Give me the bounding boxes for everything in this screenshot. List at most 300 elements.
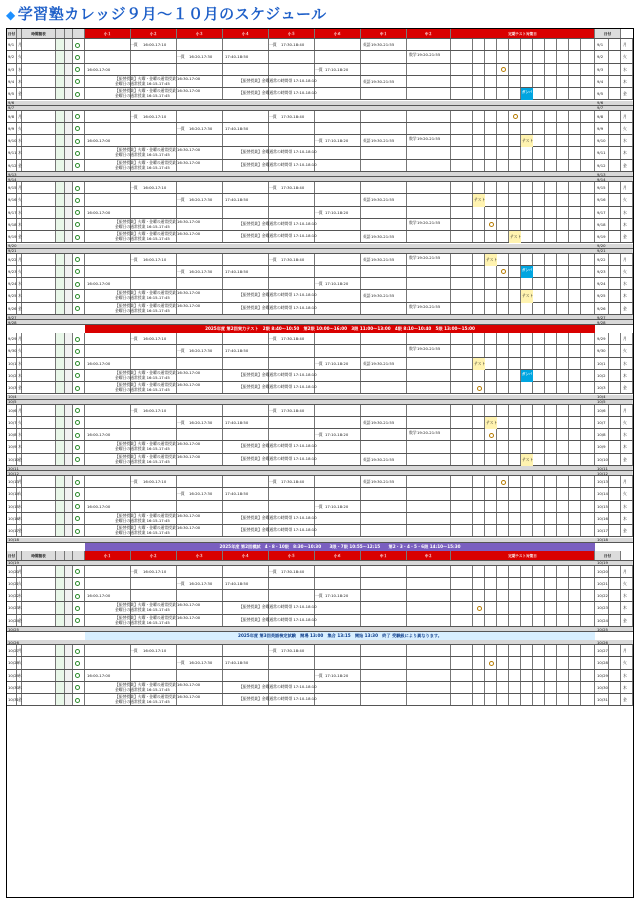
grid-cell (473, 682, 485, 693)
row-weekday-right: 木 (623, 221, 627, 227)
row-date: 10/3 (8, 385, 17, 391)
row-date: 10/20 (8, 568, 19, 574)
grid-cell (131, 51, 177, 62)
grid-cell (509, 429, 521, 440)
grid-cell (22, 657, 56, 668)
grid-cell (569, 111, 581, 122)
subject-label: 数学 (409, 430, 417, 436)
schedule-row (7, 194, 633, 206)
status-circle (75, 43, 80, 48)
grid-cell (497, 182, 509, 193)
grid-cell (361, 207, 407, 218)
row-weekday-right: 水 (623, 360, 627, 366)
grid-cell (473, 219, 485, 230)
row-date-right: 9/9 (597, 125, 604, 131)
schedule-row (7, 645, 633, 657)
subject-label: 数学 (409, 136, 417, 142)
grid-cell (473, 405, 485, 416)
grid-cell (85, 405, 131, 416)
grid-cell (509, 441, 521, 452)
special-note: 【振替授業】金曜通常の時間帯 17:10-18:10 (239, 233, 317, 239)
grid-cell (269, 207, 315, 218)
grid-cell (361, 488, 407, 499)
lesson-time: 19:30-21:55 (371, 197, 395, 203)
grid-cell (56, 254, 65, 265)
lesson-time: 19:30-21:55 (371, 78, 395, 84)
grid-cell (85, 254, 131, 265)
grid-cell (509, 290, 521, 301)
row-date-right: 9/16 (597, 197, 606, 203)
divider-date: 10/26 (8, 639, 19, 645)
grid-cell (581, 488, 595, 499)
grid-cell (485, 645, 497, 656)
lesson-label: 一貫 (269, 568, 277, 574)
grid-cell (581, 160, 595, 171)
row-date-right: 9/4 (597, 78, 604, 84)
grid-cell (451, 645, 473, 656)
grid-cell (497, 590, 509, 601)
grid-cell (533, 88, 545, 99)
grid-cell (315, 578, 361, 589)
grid-cell (361, 670, 407, 681)
grid-cell (545, 290, 557, 301)
grid-cell (509, 182, 521, 193)
lesson-label: 一貫 (315, 138, 323, 144)
grid-cell (497, 333, 509, 344)
grid-cell (131, 429, 177, 440)
grid-cell (407, 160, 451, 171)
grid-cell (557, 476, 569, 487)
row-date-right: 10/22 (597, 593, 608, 599)
row-date-right: 10/3 (597, 385, 606, 391)
grid-cell (497, 454, 509, 465)
grid-cell (521, 147, 533, 158)
row-weekday: 木 (18, 444, 22, 450)
grid-cell (451, 207, 473, 218)
grid-cell (56, 39, 65, 50)
makeup-note: 【振替授業】火曜・金曜の通常授業 16:30-17:00 (115, 382, 201, 388)
row-weekday: 水 (18, 432, 22, 438)
grid-cell (65, 76, 73, 87)
row-weekday-right: 木 (623, 684, 627, 690)
grid-cell (407, 182, 451, 193)
grid-cell (533, 476, 545, 487)
grid-cell (609, 290, 621, 301)
lesson-time: 19:30-21:55 (371, 234, 395, 240)
grid-cell (56, 645, 65, 656)
grid-cell (22, 219, 56, 230)
row-weekday: 月 (18, 479, 22, 484)
grid-cell (569, 476, 581, 487)
grid-cell (545, 682, 557, 693)
row-date: 9/1 (8, 42, 15, 47)
grid-cell (451, 602, 473, 613)
grid-cell (407, 207, 451, 218)
schedule-row (7, 333, 633, 345)
schedule-row (7, 513, 633, 525)
row-weekday: 火 (18, 125, 22, 131)
grid-cell (65, 266, 73, 277)
divider-date: 9/21 (8, 248, 17, 253)
grid-cell (177, 207, 223, 218)
grid-cell (315, 266, 361, 277)
grid-cell (131, 657, 177, 668)
grid-cell (361, 160, 407, 171)
lesson-label: 一貫 (269, 648, 277, 653)
grid-cell (521, 513, 533, 524)
grid-cell (557, 657, 569, 668)
grid-cell (521, 358, 533, 369)
grid-cell (56, 231, 65, 242)
grid-cell (497, 219, 509, 230)
grid-cell (85, 194, 131, 205)
grid-cell (557, 207, 569, 218)
grid-cell (533, 602, 545, 613)
grid-cell (361, 682, 407, 693)
grid-cell (269, 657, 315, 668)
lesson-time: 17:30-18:40 (281, 113, 305, 119)
grid-cell (581, 39, 595, 50)
grid-cell (85, 182, 131, 193)
lesson-time: 16:00-17:00 (87, 503, 111, 509)
grid-cell (451, 333, 473, 344)
grid-cell (407, 39, 451, 50)
grid-cell (177, 254, 223, 265)
row-date-right: 10/8 (597, 432, 606, 438)
grid-cell (609, 566, 621, 577)
grid-cell (557, 278, 569, 289)
lesson-time: 19:20-21:55 (417, 346, 441, 352)
grid-cell (509, 254, 521, 265)
lesson-label: 一貫 (177, 197, 185, 203)
grid-cell (557, 615, 569, 626)
header-period: 中２ (407, 551, 451, 560)
grid-cell (315, 345, 361, 356)
row-date-right: 9/18 (597, 221, 606, 227)
row-date: 9/22 (8, 256, 17, 262)
grid-cell (473, 182, 485, 193)
schedule-row (7, 454, 633, 466)
row-weekday: 金 (18, 456, 22, 462)
grid-cell (451, 278, 473, 289)
grid-cell (22, 231, 56, 242)
lesson-label: 一貫 (315, 432, 323, 438)
grid-cell (451, 147, 473, 158)
grid-cell (56, 345, 65, 356)
test-prep-cell (521, 135, 533, 147)
grid-cell (497, 488, 509, 499)
schedule-row (7, 135, 633, 147)
grid-cell (315, 513, 361, 524)
grid-cell (569, 578, 581, 589)
lesson-time: 19:30-21:55 (371, 256, 395, 262)
row-weekday: 火 (18, 419, 22, 425)
status-circle (75, 257, 80, 262)
divider-date: 9/13 (8, 171, 17, 177)
grid-cell (473, 39, 485, 50)
grid-cell (131, 670, 177, 681)
grid-cell (497, 76, 509, 87)
row-weekday: 月 (18, 185, 22, 190)
grid-cell (56, 566, 65, 577)
makeup-note: 【振替授業】火曜・金曜の通常授業 16:30-17:00 (115, 159, 201, 165)
grid-cell (485, 590, 497, 601)
grid-cell (545, 602, 557, 613)
grid-cell (56, 76, 65, 87)
grid-cell (56, 333, 65, 344)
grid-cell (65, 219, 73, 230)
grid-cell (85, 266, 131, 277)
grid-cell (407, 231, 451, 242)
grid-cell (485, 513, 497, 524)
row-date: 10/8 (8, 432, 17, 438)
makeup-note: 【振替授業】火曜・金曜の通常授業 16:30-17:00 (115, 218, 201, 224)
special-note: 【振替授業】金曜通常の時間帯 17:10-18:10 (239, 443, 317, 449)
grid-cell (177, 566, 223, 577)
header-cell (65, 29, 73, 38)
lesson-label: 一貫 (269, 336, 277, 341)
grid-cell (485, 231, 497, 242)
grid-cell (497, 513, 509, 524)
makeup-note: 金曜日の通常授業 16:15-17:45 (115, 93, 170, 99)
grid-cell (509, 147, 521, 158)
grid-cell (223, 429, 269, 440)
grid-cell (223, 670, 269, 681)
grid-cell (56, 290, 65, 301)
grid-cell (509, 358, 521, 369)
row-date-right: 10/30 (597, 684, 608, 690)
status-circle (75, 433, 80, 438)
schedule-row (7, 488, 633, 500)
grid-cell (56, 670, 65, 681)
grid-cell (56, 590, 65, 601)
grid-cell (407, 76, 451, 87)
grid-cell (557, 578, 569, 589)
row-date: 10/31 (8, 697, 19, 703)
grid-cell (521, 405, 533, 416)
grid-cell (509, 123, 521, 134)
grid-cell (22, 454, 56, 465)
grid-cell (361, 111, 407, 122)
lesson-time: 16:00-17:00 (87, 672, 111, 678)
grid-cell (509, 657, 521, 668)
grid-cell (85, 123, 131, 134)
grid-cell (497, 231, 509, 242)
grid-cell (407, 454, 451, 465)
grid-cell (361, 147, 407, 158)
grid-cell (609, 590, 621, 601)
makeup-note: 金曜日の通常授業 16:15-17:45 (115, 152, 170, 158)
header-test-period: 定期テスト対策日 (451, 29, 595, 38)
subject-label: 英語 (363, 138, 371, 144)
row-weekday: 月 (18, 568, 22, 574)
grid-cell (177, 333, 223, 344)
grid-cell (315, 405, 361, 416)
row-date-right: 10/28 (597, 660, 608, 666)
grid-cell (451, 182, 473, 193)
status-circle (75, 114, 80, 119)
grid-cell (521, 51, 533, 62)
grid-cell (56, 194, 65, 205)
divider-date-right: 10/4 (597, 394, 606, 399)
grid-cell (22, 111, 56, 122)
grid-cell (533, 231, 545, 242)
grid-cell (533, 51, 545, 62)
makeup-note: 【振替授業】火曜・金曜の通常授業 16:30-17:00 (115, 290, 201, 296)
grid-cell (545, 501, 557, 512)
grid-cell (22, 501, 56, 512)
grid-cell (509, 207, 521, 218)
grid-cell (545, 278, 557, 289)
grid-cell (509, 194, 521, 205)
grid-cell (609, 476, 621, 487)
grid-cell (65, 694, 73, 705)
grid-cell (581, 51, 595, 62)
grid-cell (223, 358, 269, 369)
row-weekday-right: 金 (623, 528, 627, 534)
grid-cell (315, 441, 361, 452)
divider-date-right: 9/28 (597, 319, 606, 325)
grid-cell (56, 513, 65, 524)
grid-cell (609, 266, 621, 277)
grid-cell (569, 429, 581, 440)
grid-cell (545, 333, 557, 344)
row-date: 9/11 (8, 150, 17, 156)
grid-cell (131, 207, 177, 218)
schedule-row (7, 602, 633, 614)
grid-cell (451, 476, 473, 487)
grid-cell (223, 590, 269, 601)
grid-cell (581, 645, 595, 656)
grid-cell (509, 476, 521, 487)
schedule-row (7, 590, 633, 602)
grid-cell (545, 358, 557, 369)
makeup-note: 【振替授業】火曜・金曜の通常授業 16:30-17:00 (115, 88, 201, 94)
grid-cell (177, 590, 223, 601)
grid-cell (581, 670, 595, 681)
grid-cell (545, 488, 557, 499)
grid-cell (509, 303, 521, 314)
test-label: テスト (474, 197, 486, 203)
grid-cell (581, 290, 595, 301)
grid-cell (557, 333, 569, 344)
row-date: 10/16 (8, 515, 19, 521)
grid-cell (407, 88, 451, 99)
header-period: 小２ (131, 29, 177, 38)
grid-cell (581, 76, 595, 87)
grid-cell (473, 345, 485, 356)
grid-cell (609, 417, 621, 428)
grid-cell (485, 51, 497, 62)
row-date: 10/30 (8, 684, 19, 690)
grid-cell (485, 182, 497, 193)
grid-cell (557, 358, 569, 369)
lesson-label: 一貫 (315, 360, 323, 366)
row-date: 9/30 (8, 348, 17, 354)
grid-cell (407, 370, 451, 381)
grid-cell (581, 278, 595, 289)
lesson-time: 16:00-17:00 (87, 360, 111, 366)
special-note: 【振替授業】金曜通常の時間帯 17:10-18:10 (239, 527, 317, 533)
grid-cell (545, 525, 557, 536)
grid-cell (56, 429, 65, 440)
row-date-right: 10/31 (597, 697, 608, 703)
grid-cell (451, 429, 473, 440)
makeup-note: 金曜日の通常授業 16:15-17:45 (115, 164, 170, 170)
row-date: 9/2 (8, 54, 15, 60)
grid-cell (533, 76, 545, 87)
grid-cell (485, 441, 497, 452)
grid-cell (557, 160, 569, 171)
grid-cell (22, 345, 56, 356)
grid-cell (581, 657, 595, 668)
lesson-time: 16:20-17:30 (189, 268, 213, 274)
status-circle (75, 492, 80, 497)
row-date-right: 10/14 (597, 491, 608, 497)
schedule-row (7, 266, 633, 278)
grid-cell (65, 147, 73, 158)
grid-cell (533, 682, 545, 693)
grid-cell (473, 525, 485, 536)
grid-cell (557, 405, 569, 416)
grid-cell (22, 429, 56, 440)
grid-cell (509, 160, 521, 171)
grid-cell (533, 441, 545, 452)
grid-cell (407, 290, 451, 301)
grid-cell (22, 578, 56, 589)
grid-cell (569, 454, 581, 465)
grid-cell (485, 290, 497, 301)
row-date-right: 10/23 (597, 605, 608, 611)
grid-cell (22, 590, 56, 601)
row-weekday-right: 金 (623, 385, 627, 391)
row-weekday: 金 (18, 528, 22, 534)
grid-cell (407, 123, 451, 134)
row-date-right: 9/12 (597, 162, 606, 168)
makeup-note: 金曜日の通常授業 16:15-17:45 (115, 686, 170, 692)
schedule-row (7, 88, 633, 100)
grid-cell (545, 615, 557, 626)
row-date-right: 9/10 (597, 138, 606, 144)
grid-cell (451, 513, 473, 524)
grid-cell (533, 566, 545, 577)
grid-cell (569, 160, 581, 171)
grid-cell (557, 219, 569, 230)
grid-cell (609, 382, 621, 393)
grid-cell (85, 333, 131, 344)
row-weekday: 木 (18, 293, 22, 299)
makeup-note: 金曜日の通常授業 16:15-17:45 (115, 607, 170, 613)
subject-label: 数学 (409, 219, 417, 225)
schedule-row (7, 694, 633, 706)
row-weekday: 月 (18, 648, 22, 653)
divider-date-right: 9/20 (597, 243, 606, 248)
grid-cell (497, 645, 509, 656)
grid-cell (22, 488, 56, 499)
grid-cell (497, 88, 509, 99)
test-prep-cell (521, 290, 533, 302)
grid-cell (473, 657, 485, 668)
test-prep-cell (485, 417, 497, 429)
lesson-time: 16:00-17:10 (143, 42, 167, 47)
grid-cell (521, 670, 533, 681)
grid-cell (569, 615, 581, 626)
lesson-time: 17:10-18:20 (325, 66, 349, 72)
grid-cell (361, 525, 407, 536)
grid-cell (361, 51, 407, 62)
grid-cell (545, 207, 557, 218)
lesson-label: 一貫 (315, 209, 323, 215)
